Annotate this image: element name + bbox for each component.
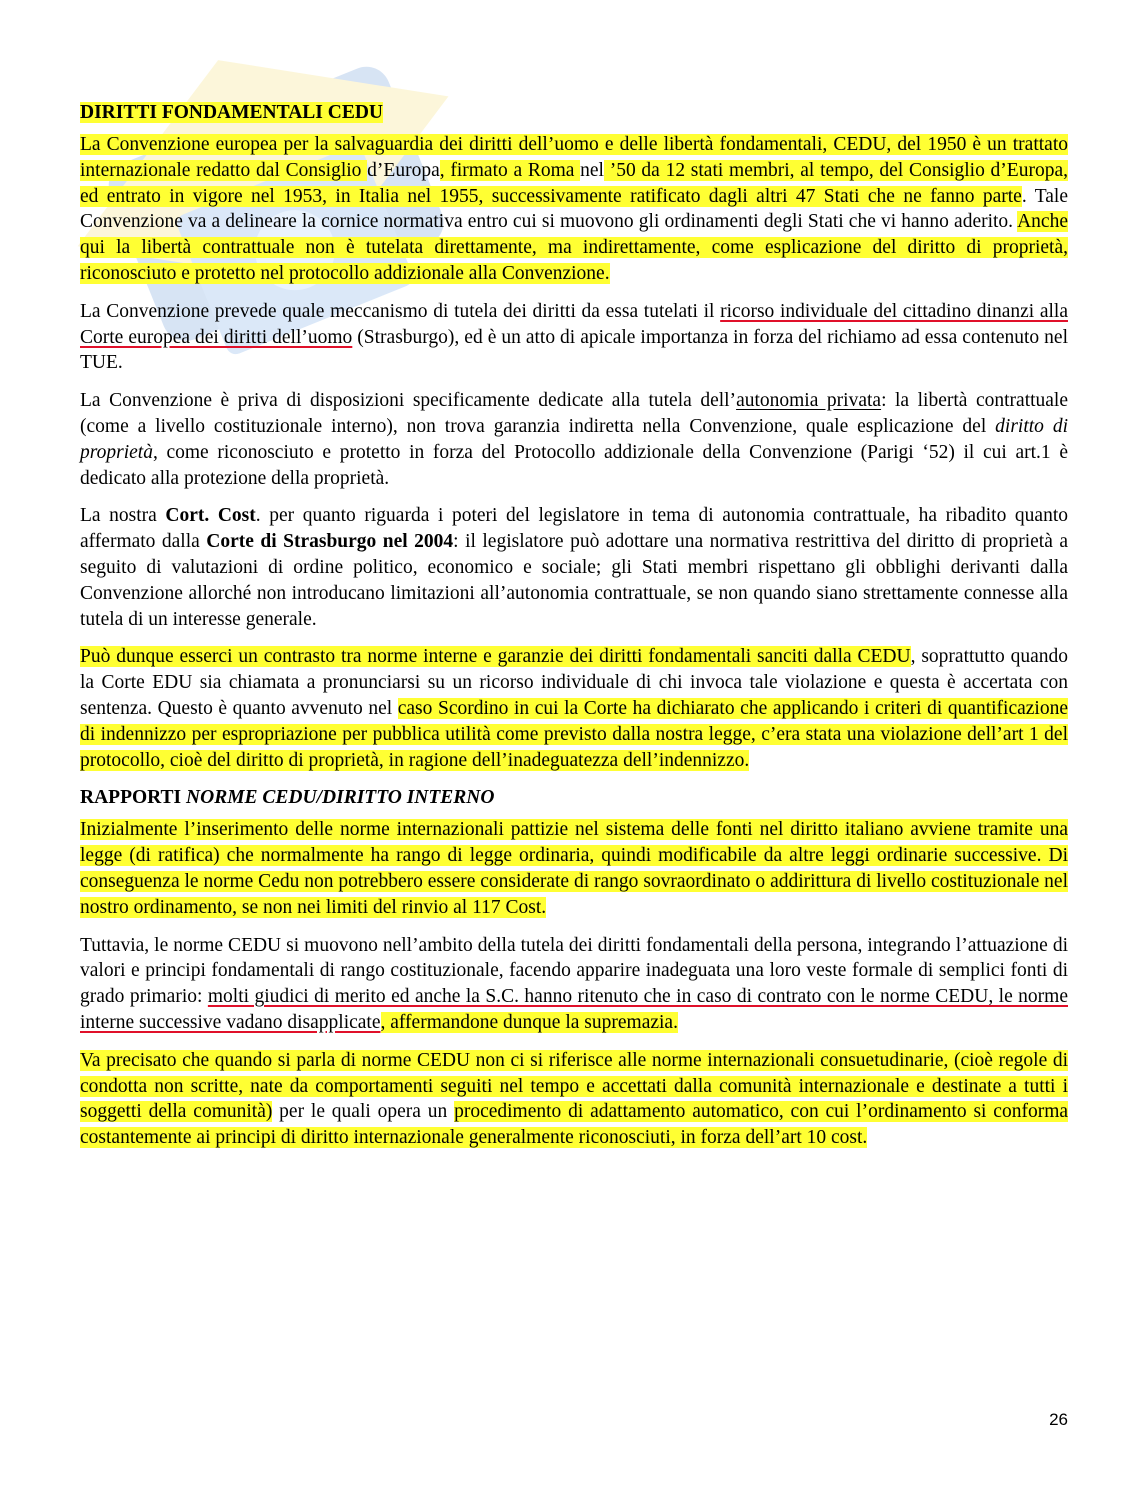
- text-run: nel: [580, 159, 604, 181]
- text-run: Inizialmente l’inserimento delle norme internazionali pattizie nel sistema delle fonti nel diritto italiano avviene tramite una legge (di ratifica) che normalmente ha rango di legge ordinaria, quindi modificabile da altre leggi ordinarie successive. Di conseguenza le norme Cedu non potrebbero essere considerate di rango sovraordinato o addirittura di livello costituzionale nel nostro ordinamento, se non nei limiti del rinvio al 117 Cost.: [80, 819, 1068, 918]
- text-run: , come riconosciuto e protetto in forza del Protocollo addizionale della Convenzione (Parigi ‘52) il cui art.1 è dedicato alla protezione della proprietà.: [80, 441, 1068, 489]
- text-run: Anche qui la libertà contrattuale non è tutelata direttamente, ma indirettamente, come esplicazione del diritto di proprietà, riconosciuto e protetto nel protocollo addizionale alla Convenzione.: [80, 211, 1068, 284]
- text-run: (Strasburgo), ed è un atto di apicale importanza in forza del richiamo ad essa contenuto nel TUE.: [80, 326, 1068, 374]
- paragraph: [80, 644, 1068, 773]
- text-run: : la libertà contrattuale (come a livello costituzionale interno), non trova garanzia indiretta nella Convenzione, quale esplicazione del: [80, 390, 1069, 437]
- text-run: , affermandone dunque la supremazia.: [380, 1011, 678, 1033]
- heading-text: NORME CEDU/DIRITTO INTERNO: [186, 787, 495, 809]
- paragraph: [80, 817, 1068, 920]
- text-run: Cort. Cost: [165, 505, 256, 527]
- text-run: molti giudici di merito ed anche la S.C. hanno ritenuto che in caso di contrato con le norme CEDU, le norme interne successive vadano disapplicate: [80, 986, 1068, 1033]
- paragraph: [80, 299, 1068, 376]
- text-run: La Convenzione prevede quale meccanismo di tutela dei diritti da essa tutelati il: [80, 300, 721, 322]
- text-run: procedimento di adattamento automatico, con cui l’ordinamento si conforma costantemente ai principi di diritto internazionale generalmente riconosciuti, in forza dell’art 10 cost.: [80, 1101, 1069, 1149]
- section-heading: [80, 785, 1068, 811]
- text-run: . per quanto riguarda i poteri del legislatore in tema di autonomia contrattuale, ha ribadito quanto affermato dalla: [80, 505, 1068, 553]
- heading-text: RAPPORTI: [80, 787, 187, 809]
- text-run: , soprattutto quando la Corte EDU sia chiamata a pronunciarsi su un ricorso individuale di chi invoca tale violazione e questa è accertata con sentenza. Questo è quanto avvenuto nel: [80, 646, 1068, 719]
- text-run: Va precisato che quando si parla di norme CEDU non ci si riferisce alle norme internazionali consuetudinarie, (cioè regole di condotta non scritte, nate da comportamenti seguiti nel tempo e accettati dalla comunità internazionale e destinate a tutti i soggetti della comunità): [80, 1049, 1068, 1123]
- text-run: ricorso individuale del cittadino dinanzi alla Corte europea dei diritti dell’uomo: [80, 300, 1068, 348]
- text-run: : il legislatore può adottare una normativa restrittiva del diritto di proprietà a seguito di valutazioni di ordine politico, economico e sociale; gli Stati membri rispettano gli obblighi derivanti dalla Convenzione allorché non introducano limitazioni all’autonomia contrattuale, se non quando siano strettamente connesse alla tutela di un interesse generale.: [80, 531, 1068, 630]
- text-run: , firmato a Roma: [439, 159, 581, 181]
- paragraph: [80, 933, 1068, 1036]
- paragraph: [80, 1048, 1068, 1151]
- document-page: [80, 100, 1068, 1163]
- section-heading: [80, 100, 1068, 126]
- text-run: per le quali opera un: [272, 1101, 455, 1123]
- paragraph: [80, 503, 1068, 632]
- heading-text: DIRITTI FONDAMENTALI CEDU: [80, 102, 384, 123]
- text-run: Può dunque esserci un contrasto tra norme interne e garanzie dei diritti fondamentali sanciti dalla CEDU: [80, 646, 911, 668]
- text-run: diritto di proprietà: [80, 415, 1068, 463]
- text-run: caso Scordino in cui la Corte ha dichiarato che applicando i criteri di quantificazione di indennizzo per espropriazione per pubblica utilità come previsto dalla nostra legge, c’era stata una violazione dell’art 1 del protocollo, cioè del diritto di proprietà, in ragione dell’inadeguatezza dell’indennizzo.: [80, 697, 1069, 771]
- text-run: La nostra: [80, 505, 166, 527]
- paragraph: [80, 388, 1068, 491]
- text-run: La Convenzione è priva di disposizioni specificamente dedicate alla tutela dell’: [80, 390, 737, 412]
- paragraph: [80, 132, 1068, 287]
- text-run: . Tale Convenzione va a delineare la cornice normativa entro cui si muovono gli ordinamenti degli Stati che vi hanno aderito.: [80, 185, 1068, 233]
- text-run: d’Europa: [367, 159, 440, 181]
- text-run: ’50 da 12 stati membri, al tempo, del Consiglio d’Europa, ed entrato in vigore nel 1953, in Italia nel 1955, successivamente ratificato dagli altri 47 Stati che ne fanno parte: [80, 159, 1068, 207]
- text-run: La Convenzione europea per la salvaguardia dei diritti dell’uomo e delle libertà fondamentali, CEDU, del 1950 è un trattato internazionale redatto dal Consiglio: [80, 134, 1068, 181]
- page-number: 26: [1049, 1410, 1068, 1429]
- text-run: autonomia privata: [736, 390, 882, 412]
- text-run: Tuttavia, le norme CEDU si muovono nell’ambito della tutela dei diritti fondamentali della persona, integrando l’attuazione di valori e principi fondamentali di rango costituzionale, facendo apparire inadeguata una loro veste formale di semplici fonti di grado primario:: [80, 934, 1068, 1008]
- text-run: Corte di Strasburgo nel 2004: [206, 531, 454, 553]
